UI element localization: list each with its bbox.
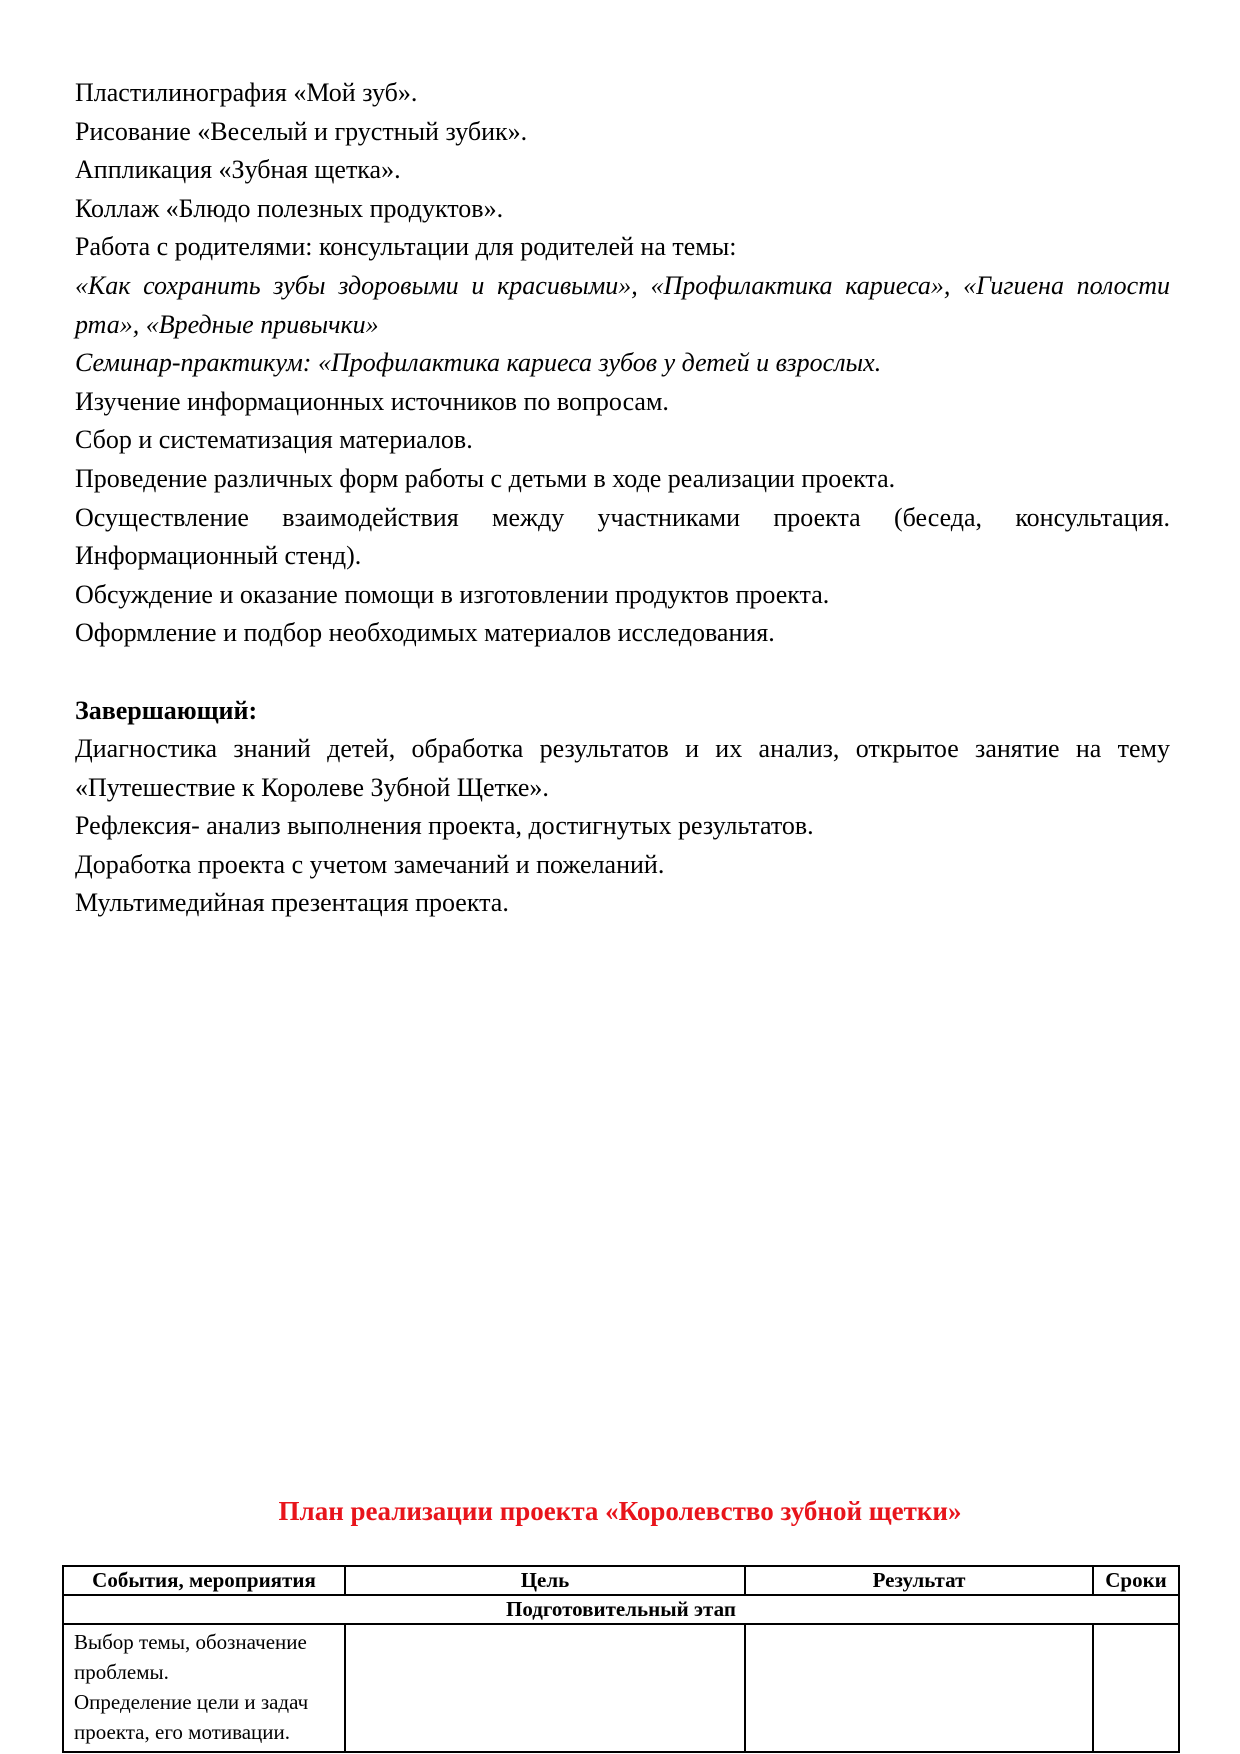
- event-line: Определение цели и задач проекта, его мотивации.: [74, 1690, 309, 1744]
- paragraph-diagnostics: Диагностика знаний детей, обработка результатов и их анализ, открытое занятие на тему «Путешествие к Королеве Зубной Щетке».: [75, 734, 1170, 802]
- paragraph-seminar: Семинар-практикум: «Профилактика кариеса зубов у детей и взрослых.: [75, 348, 882, 378]
- paragraph-presentation: Мультимедийная презентация проекта.: [75, 888, 509, 918]
- plan-table: [62, 1565, 1180, 1753]
- table-header-row: [63, 1566, 1179, 1595]
- table-row: [63, 1624, 1179, 1752]
- paragraph-sources: Изучение информационных источников по вопросам.: [75, 386, 669, 416]
- paragraph-parents: Работа с родителями: консультации для родителей на темы:: [75, 232, 737, 262]
- paragraph-collage: Коллаж «Блюдо полезных продуктов».: [75, 193, 504, 223]
- event-line: Выбор темы, обозначение проблемы.: [74, 1630, 307, 1684]
- plan-title: План реализации проекта «Королевство зубной щетки»: [278, 1496, 962, 1526]
- goal-cell: [345, 1624, 745, 1752]
- paragraph-applique: Аппликация «Зубная щетка».: [75, 155, 401, 185]
- paragraph-spacer: [75, 653, 1170, 692]
- paragraph-materials: Сбор и систематизация материалов.: [75, 425, 473, 455]
- column-header-terms: Сроки: [1093, 1566, 1179, 1595]
- paragraph-revision: Доработка проекта с учетом замечаний и пожеланий.: [75, 849, 665, 879]
- term-cell: [1093, 1624, 1179, 1752]
- paragraph-consultation-topics: «Как сохранить зубы здоровыми и красивыми», «Профилактика кариеса», «Гигиена полости рта», «Вредные привычки»: [75, 270, 1170, 339]
- final-stage-heading: Завершающий:: [75, 695, 258, 725]
- column-header-events: События, мероприятия: [63, 1566, 345, 1595]
- stage-label: Подготовительный этап: [63, 1595, 1179, 1624]
- column-header-goal: Цель: [345, 1566, 745, 1595]
- paragraph-plasticine: Пластилинография «Мой зуб».: [75, 78, 418, 107]
- paragraph-drawing: Рисование «Веселый и грустный зубик».: [75, 116, 528, 146]
- paragraph-reflection: Рефлексия- анализ выполнения проекта, достигнутых результатов.: [75, 811, 814, 841]
- column-header-result: Результат: [745, 1566, 1093, 1595]
- document-body: [75, 74, 1170, 923]
- paragraph-interaction: Осуществление взаимодействия между участниками проекта (беседа, консультация. Информационный стенд).: [75, 502, 1170, 571]
- stage-row: [63, 1595, 1179, 1624]
- result-cell: [745, 1624, 1093, 1752]
- paragraph-work-forms: Проведение различных форм работы с детьми в ходе реализации проекта.: [75, 463, 896, 493]
- paragraph-discussion: Обсуждение и оказание помощи в изготовлении продуктов проекта.: [75, 579, 830, 609]
- events-cell: [63, 1624, 345, 1752]
- paragraph-design: Оформление и подбор необходимых материалов исследования.: [75, 618, 775, 648]
